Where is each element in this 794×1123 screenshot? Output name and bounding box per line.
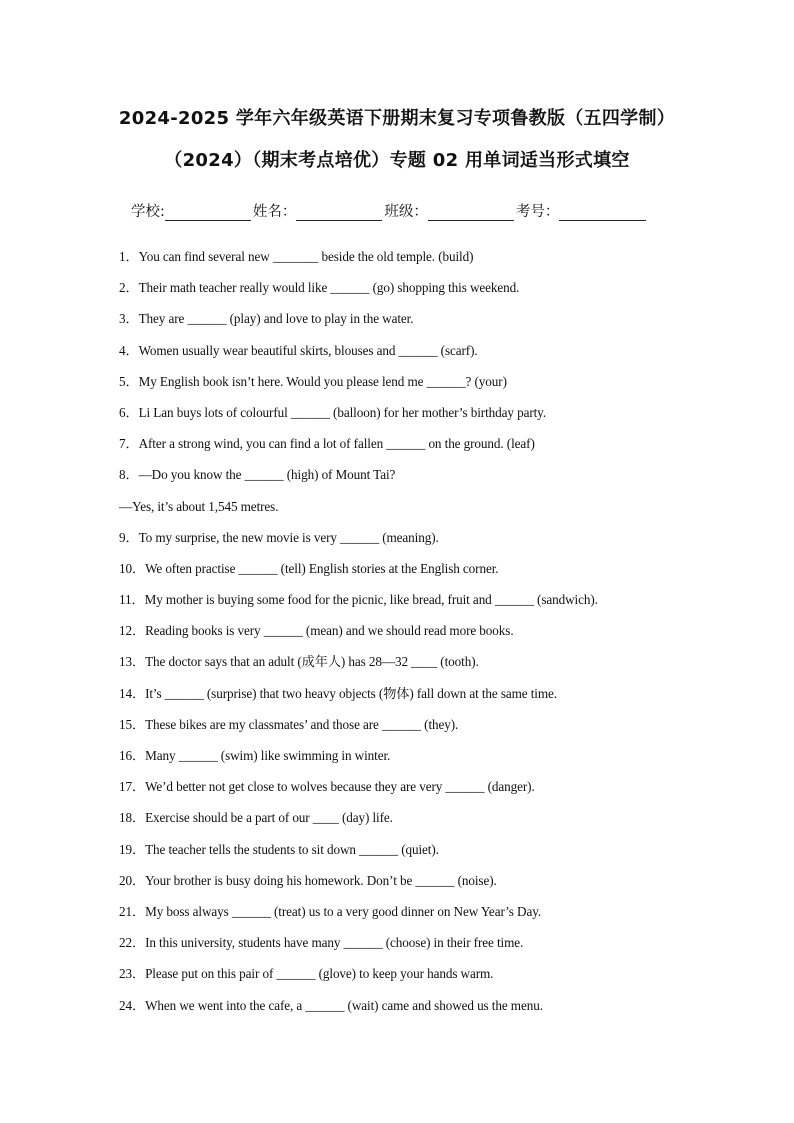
question-item <box>119 933 719 964</box>
question-number: 7． <box>119 436 139 452</box>
question-text: When we went into the cafe, a ______ (wait) came and showed us the menu. <box>145 997 543 1013</box>
question-number: 1． <box>119 249 139 264</box>
question-text: —Do you know the ______ (high) of Mount Tai? <box>138 467 396 483</box>
question-number: 8． <box>119 467 139 483</box>
question-item <box>119 902 719 933</box>
class-label: 班级： <box>384 204 428 220</box>
question-number: 13． <box>119 654 146 670</box>
question-number: 4． <box>119 342 139 358</box>
question-item <box>119 652 719 683</box>
name-label: 姓名： <box>252 204 297 220</box>
question-text: The teacher tells the students to sit down ______ (quiet). <box>145 841 439 857</box>
number-label: 考号： <box>515 204 560 220</box>
page-title: 2024-2025 学年六年级英语下册期末复习专项鲁教版（五四学制） <box>118 108 676 129</box>
question-number: 16． <box>119 748 146 763</box>
question-number: 11． <box>119 592 145 608</box>
question-text: Li Lan buys lots of colourful ______ (balloon) for her mother’s birthday party. <box>138 404 547 420</box>
page-subtitle: （2024）（期末考点培优）专题 02 用单词适当形式填空 <box>164 150 630 171</box>
question-text: Their math teacher really would like ______ (go) shopping this weekend. <box>138 280 520 296</box>
class-field[interactable] <box>428 204 514 221</box>
question-number: 15． <box>119 716 146 732</box>
question-text: Your brother is busy doing his homework. Don’t be ______ (noise). <box>145 872 497 888</box>
question-text: Exercise should be a part of our ____ (day) life. <box>145 810 393 826</box>
question-text: It’s ______ (surprise) that two heavy objects (物体) fall down at the same time. <box>145 685 557 701</box>
question-number: 22． <box>119 935 146 951</box>
question-number: 14． <box>119 685 146 701</box>
question-item <box>119 590 719 621</box>
name-field[interactable] <box>296 204 382 221</box>
question-number: 23． <box>119 966 146 982</box>
question-text: My mother is buying some food for the picnic, like bread, fruit and ______ (sandwich). <box>144 592 598 608</box>
question-text: Many ______ (swim) like swimming in winter. <box>145 748 391 763</box>
question-text: The doctor says that an adult (成年人) has 28—32 ____ (tooth). <box>145 654 479 670</box>
school-label: 学校: <box>131 204 165 220</box>
question-text: After a strong wind, you can find a lot of fallen ______ on the ground. (leaf) <box>138 436 535 452</box>
question-text: We’d better not get close to wolves because they are very ______ (danger). <box>145 779 535 795</box>
question-text: They are ______ (play) and love to play in the water. <box>138 311 414 327</box>
question-text: To my surprise, the new movie is very ______ (meaning). <box>138 529 439 545</box>
question-text: My boss always ______ (treat) us to a very good dinner on New Year’s Day. <box>145 903 542 919</box>
question-text: Women usually wear beautiful skirts, blouses and ______ (scarf). <box>138 342 478 358</box>
question-item <box>119 621 719 652</box>
question-number: 19． <box>119 841 146 857</box>
question-item <box>119 341 719 372</box>
school-field[interactable] <box>165 204 251 221</box>
question-text: These bikes are my classmates’ and those are ______ (they). <box>145 716 459 732</box>
question-list <box>119 247 719 1027</box>
question-text: Reading books is very ______ (mean) and we should read more books. <box>145 623 514 639</box>
number-field[interactable] <box>559 204 646 221</box>
question-item <box>119 996 719 1027</box>
question-number: 9． <box>119 529 139 545</box>
question-text: Please put on this pair of ______ (glove) to keep your hands warm. <box>145 966 494 982</box>
question-text: You can find several new _______ beside the old temple. (build) <box>138 249 474 264</box>
question-number: 24． <box>119 997 146 1013</box>
question-item <box>119 808 719 839</box>
student-info-row <box>131 200 648 221</box>
question-number: 2． <box>119 280 139 296</box>
question-item <box>119 497 719 528</box>
question-item <box>119 871 719 902</box>
question-text: In this university, students have many ______ (choose) in their free time. <box>145 935 524 951</box>
question-item <box>119 746 719 777</box>
question-item <box>119 559 719 590</box>
question-number: 12． <box>119 623 146 639</box>
question-number: 18． <box>119 810 146 826</box>
question-item <box>119 465 719 496</box>
question-item <box>119 964 719 995</box>
question-number: 6． <box>119 404 139 420</box>
question-item <box>119 434 719 465</box>
question-item <box>119 777 719 808</box>
question-number: 3． <box>119 311 139 327</box>
question-item <box>119 684 719 715</box>
question-item <box>119 309 719 340</box>
question-number: 20． <box>119 872 146 888</box>
question-item <box>119 715 719 746</box>
question-number: 5． <box>119 373 139 389</box>
question-item <box>119 403 719 434</box>
question-item <box>119 247 719 278</box>
question-number: 10． <box>119 560 146 576</box>
question-text: We often practise ______ (tell) English stories at the English corner. <box>145 560 499 576</box>
question-number: 21． <box>119 903 146 919</box>
question-text: My English book isn’t here. Would you please lend me ______? (your) <box>138 373 507 389</box>
question-item <box>119 372 719 403</box>
question-item <box>119 278 719 309</box>
question-item <box>119 528 719 559</box>
question-item <box>119 840 719 871</box>
question-number: 17． <box>119 779 146 795</box>
question-text: —Yes, it’s about 1,545 metres. <box>119 498 279 514</box>
